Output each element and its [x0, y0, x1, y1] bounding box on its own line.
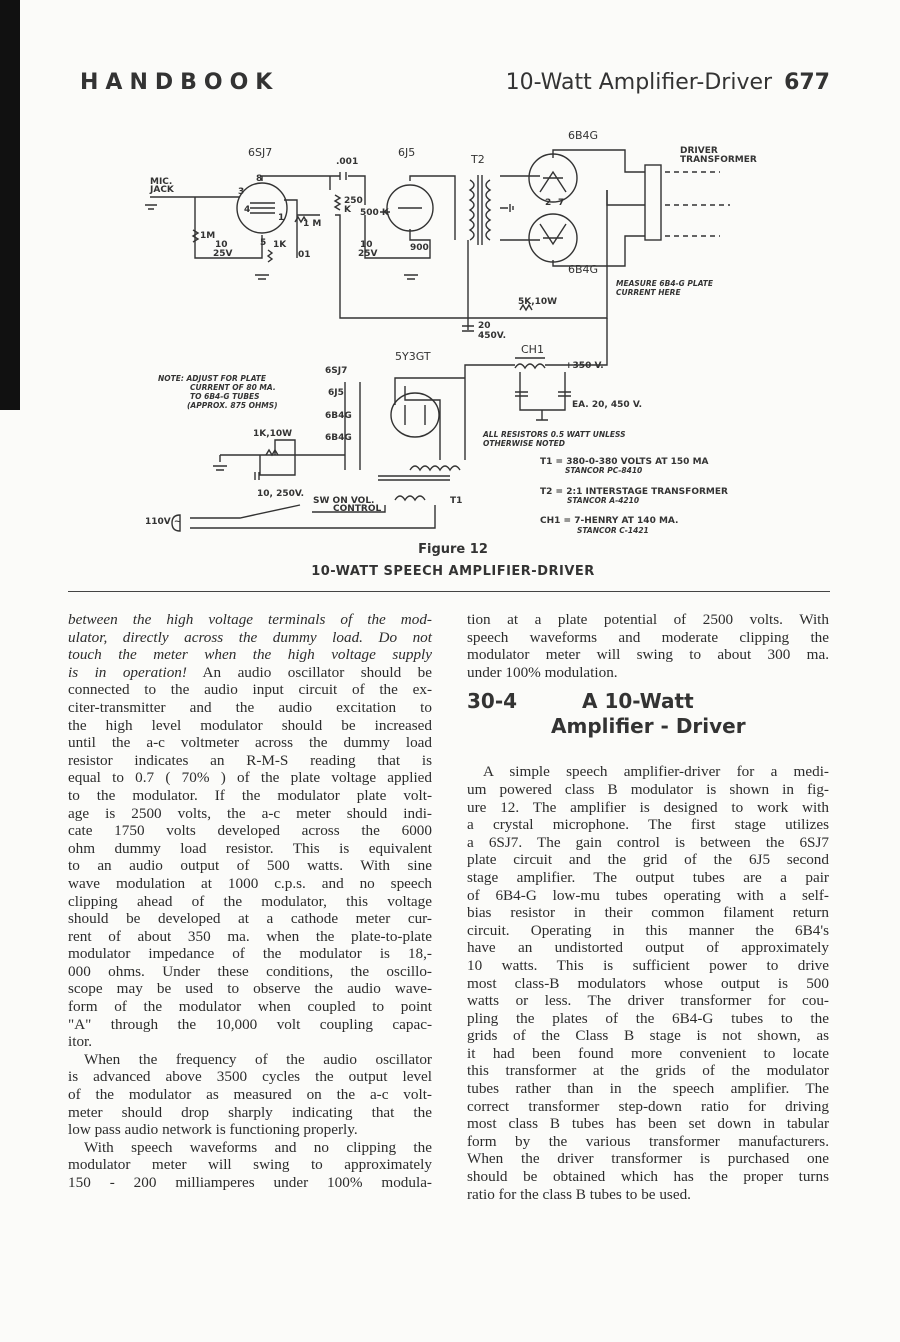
italic-text: touch the meter when the high voltage supply: [68, 646, 432, 664]
label-fil-6b4g-a: 6B4G: [325, 411, 352, 421]
label-10: 10: [215, 240, 228, 250]
text-line: [68, 664, 432, 682]
text-line: [68, 646, 432, 664]
body-text: modulator meter will swing to about 300 ma.: [467, 646, 829, 664]
label-10-b: 10: [360, 240, 373, 250]
label-250k: K: [344, 205, 351, 215]
label-t1: T1: [450, 496, 463, 506]
body-text: clipping ahead of the modulator, this voltage: [68, 892, 432, 910]
text-line: [467, 887, 829, 905]
italic-text: ulator, directly across the dummy load. Do not: [68, 628, 432, 646]
body-text: rent of about 350 ma. when the plate-to-plate: [68, 927, 432, 945]
text-line: [68, 717, 432, 735]
text-line: [467, 1027, 829, 1045]
label-fil-6j5: 6J5: [328, 388, 344, 398]
legend-t1: T1 = 380-0-380 VOLTS AT 150 MA: [540, 457, 709, 467]
right-column-intro: [467, 611, 829, 681]
right-column: [467, 611, 829, 1203]
label-fil-6sj7: 6SJ7: [325, 366, 348, 376]
driver-transformer-terminal-block: [645, 165, 661, 240]
body-text: meter should drop sharply indicating that the: [68, 1103, 432, 1121]
text-line: [467, 957, 829, 975]
label-driver: DRIVER: [680, 146, 718, 156]
schematic-figure: [0, 0, 900, 600]
body-text: a crystal microphone. The first stage utilizes: [467, 816, 829, 834]
label-25v: 25V: [213, 249, 233, 259]
text-line: [467, 834, 829, 852]
pin-4: 4: [244, 205, 251, 215]
text-line: [68, 629, 432, 647]
body-text: modulator meter will swing to approximately: [68, 1156, 432, 1174]
pin-2: 2: [545, 198, 552, 208]
body-text: ure 12. The amplifier is designed to work with: [467, 798, 829, 816]
text-line: [467, 1150, 829, 1168]
label-500k: 500 K: [360, 208, 389, 218]
label-1m: 1M: [200, 231, 216, 241]
label-6sj7: 6SJ7: [248, 146, 273, 159]
label-current-here: CURRENT HERE: [616, 288, 681, 297]
body-text: 10 watts. This is sufficient power to drive: [467, 956, 829, 974]
body-text: most class-B modulators whose output is 500: [467, 974, 829, 992]
label-1k10w: 1K,10W: [253, 429, 293, 439]
body-text: An audio oscillator should be: [186, 663, 432, 681]
transformer-t1-symbol: [395, 466, 460, 500]
text-line: [68, 752, 432, 770]
body-text: A simple speech amplifier-driver for a medi-: [483, 763, 829, 781]
text-line: [467, 1186, 829, 1204]
text-line: [68, 769, 432, 787]
body-text: itor.: [68, 1033, 93, 1051]
figure-caption: 10-WATT SPEECH AMPLIFIER-DRIVER: [311, 564, 595, 579]
body-text: of 6B4-G low-mu tubes operating with a self-: [467, 886, 829, 904]
body-text: ohm dummy load resistor. This is equivalent: [68, 839, 432, 857]
body-text: plate circuit and the grid of the 6J5 second: [467, 851, 829, 869]
body-text: low pass audio network is functioning properly.: [68, 1121, 358, 1139]
text-line: [68, 681, 432, 699]
text-line: [68, 1068, 432, 1086]
text-line: [68, 699, 432, 717]
body-text: tion at a plate potential of 2500 volts. With: [467, 611, 829, 628]
driver-transformer-leads: [665, 172, 730, 236]
body-text: equal to 0.7 ( 70% ) of the plate voltage applied: [68, 769, 432, 787]
pin-8: 8: [256, 174, 263, 184]
label-ch1: CH1: [521, 343, 544, 356]
body-text: cate 1750 volts developed across the 6000: [68, 822, 432, 840]
body-text: grids of the Class B stage is not shown, as: [467, 1027, 829, 1045]
text-line: [467, 1098, 829, 1116]
text-line: [467, 1010, 829, 1028]
text-line: [467, 1168, 829, 1186]
label-fil-6b4g-b: 6B4G: [325, 433, 352, 443]
label-1k: 1K: [273, 240, 287, 250]
legend-t2: T2 = 2:1 INTERSTAGE TRANSFORMER: [540, 487, 728, 497]
label-6j5: 6J5: [398, 146, 416, 159]
text-line: [68, 1033, 432, 1051]
label-250: 250: [344, 196, 363, 206]
body-text: the high level modulator should be increased: [68, 716, 432, 734]
body-text: should be developed at a cathode meter cur-: [68, 910, 432, 928]
text-line: [467, 939, 829, 957]
text-line: [68, 857, 432, 875]
text-line: [68, 1174, 432, 1192]
body-text: this transformer at the grids of the modulator: [467, 1062, 829, 1080]
text-line: [68, 875, 432, 893]
text-line: [467, 646, 829, 664]
text-line: [68, 893, 432, 911]
text-line: [68, 928, 432, 946]
body-text: citer-transmitter and the audio excitation to: [68, 698, 432, 716]
body-text: of the modulator as measured on the a-c volt-: [68, 1086, 432, 1104]
text-line: [467, 1080, 829, 1098]
label-5y3gt: 5Y3GT: [395, 350, 431, 363]
legend-t2-part: STANCOR A-4210: [567, 496, 640, 505]
text-line: [467, 975, 829, 993]
body-text: um powered class B modulator is shown in fig-: [467, 780, 829, 798]
chapter-title: 10-Watt Amplifier-Driver: [505, 70, 773, 95]
body-text: 150 - 200 milliamperes under 100% modula-: [68, 1174, 432, 1191]
section-title-line-1: A 10-Watt: [582, 689, 694, 714]
text-line: [68, 980, 432, 998]
legend-ch1-part: STANCOR C-1421: [577, 526, 649, 535]
text-line: [68, 910, 432, 928]
label-jack: JACK: [150, 185, 174, 195]
text-line: [467, 869, 829, 887]
label-001: .001: [336, 157, 359, 167]
body-text: resistor indicates an R-M-S reading that is: [68, 751, 432, 769]
text-line: [68, 822, 432, 840]
text-line: [467, 799, 829, 817]
text-line: [68, 945, 432, 963]
label-1m-b: 1 M: [303, 219, 322, 229]
italic-text: is in operation!: [68, 663, 187, 681]
italic-text: between the high voltage terminals of the mod-: [68, 611, 432, 628]
pin-7: 7: [558, 198, 565, 208]
text-line: [467, 992, 829, 1010]
label-plus350v: +350 V.: [565, 361, 604, 371]
text-line: [68, 963, 432, 981]
figure-divider: [68, 591, 830, 592]
text-line: [68, 787, 432, 805]
body-text: a 6SJ7. The gain control is between the 6SJ7: [467, 833, 829, 851]
label-all-resistors: ALL RESISTORS 0.5 WATT UNLESS: [483, 430, 626, 439]
text-line: [467, 781, 829, 799]
text-line: [68, 1104, 432, 1122]
label-otherwise-noted: OTHERWISE NOTED: [483, 439, 565, 448]
body-text: stage amplifier. The output tubes are a pair: [467, 868, 829, 886]
legend-t1-part: STANCOR PC-8410: [565, 466, 643, 475]
body-text: scope may be used to observe the audio wave-: [68, 980, 432, 998]
body-text: under 100% modulation.: [467, 663, 618, 681]
body-text: circuit. Operating in this manner the 6B4's: [467, 921, 829, 939]
right-column-body: [467, 763, 829, 1203]
legend-ch1: CH1 = 7-HENRY AT 140 MA.: [540, 516, 679, 526]
running-head-left: HANDBOOK: [80, 70, 280, 95]
text-line: [68, 611, 432, 629]
body-text: most class B tubes has been set down in tabular: [467, 1115, 829, 1133]
label-measure: MEASURE 6B4-G PLATE: [616, 279, 714, 288]
body-text: When the frequency of the audio oscillator: [84, 1050, 432, 1068]
text-line: [68, 1156, 432, 1174]
text-line: [467, 1062, 829, 1080]
body-text: watts or less. The driver transformer for cou-: [467, 992, 829, 1010]
text-line: [467, 922, 829, 940]
label-transformer: TRANSFORMER: [680, 155, 757, 165]
text-line: [68, 1121, 432, 1139]
body-text: ratio for the class B tubes to be used.: [467, 1185, 691, 1203]
text-line: [467, 763, 829, 781]
text-line: [467, 629, 829, 647]
body-text: wave modulation at 1000 c.p.s. and no speech: [68, 874, 432, 892]
label-6b4g-bottom: 6B4G: [568, 263, 599, 276]
text-line: [68, 805, 432, 823]
text-line: [467, 904, 829, 922]
body-text: With speech waveforms and no clipping the: [84, 1138, 432, 1156]
label-control: CONTROL: [333, 504, 382, 514]
label-mic: MIC.: [150, 177, 173, 187]
transformer-t2-symbol: [470, 175, 490, 245]
text-line: [68, 1051, 432, 1069]
label-5k10w: 5K,10W: [518, 297, 558, 307]
body-text: form of the modulator when coupled to point: [68, 998, 432, 1016]
body-text: to an audio output of 500 watts. With sine: [68, 857, 432, 875]
left-column: [68, 611, 432, 1192]
text-line: [68, 998, 432, 1016]
note-line-3: TO 6B4-G TUBES: [190, 392, 260, 401]
label-t2: T2: [471, 153, 485, 166]
label-sw-on-vol: SW ON VOL.: [313, 496, 375, 506]
pin-5: 5: [260, 238, 267, 248]
body-text: 000 ohms. Under these conditions, the oscillo-: [68, 962, 432, 980]
body-text: tubes rather than in the speech amplifier. The: [467, 1080, 829, 1098]
body-text: connected to the audio input circuit of the ex-: [68, 681, 432, 699]
body-text: have an undistorted output of approximately: [467, 939, 829, 957]
pin-1: 1: [278, 213, 285, 223]
body-text: until the a-c voltmeter across the dummy load: [68, 734, 432, 752]
section-heading: [467, 689, 829, 751]
text-line: [68, 1086, 432, 1104]
body-text: it had been found more convenient to locate: [467, 1044, 829, 1062]
body-text: to the modulator. If the modulator plate volt-: [68, 786, 432, 804]
label-900: 900: [410, 243, 429, 253]
note-line-2: CURRENT OF 80 MA.: [190, 383, 276, 392]
choke-ch1-symbol: [515, 358, 545, 368]
text-line: [467, 664, 829, 682]
text-line: [467, 1115, 829, 1133]
body-text: speech waveforms and moderate clipping the: [467, 628, 829, 646]
label-01: 01: [298, 250, 311, 260]
label-6b4g-top: 6B4G: [568, 129, 599, 142]
note-line-4: (APPROX. 875 OHMS): [187, 401, 278, 410]
text-line: [467, 611, 829, 629]
body-text: bias resistor in their common filament return: [467, 904, 829, 922]
text-line: [467, 1133, 829, 1151]
text-line: [467, 1045, 829, 1063]
body-text: correct transformer step-down ratio for driving: [467, 1097, 829, 1115]
pin-3: 3: [238, 187, 245, 197]
label-450v: 450V.: [478, 331, 507, 341]
section-title-line-2: Amplifier - Driver: [551, 714, 746, 739]
label-110v: 110V ~: [145, 517, 182, 527]
text-line: [68, 1016, 432, 1034]
text-line: [68, 840, 432, 858]
body-text: "A" through the 10,000 volt coupling capac-: [68, 1015, 432, 1033]
body-text: pling the plates of the 6B4-G tubes to the: [467, 1009, 829, 1027]
label-25v-b: 25V: [358, 249, 378, 259]
body-text: form by the various transformer manufacturers.: [467, 1132, 829, 1150]
body-text: age is 2500 volts, the a-c meter should indi-: [68, 804, 432, 822]
figure-number: Figure 12: [418, 542, 488, 557]
body-text: should be obtained which has the proper turns: [467, 1168, 829, 1186]
label-10-250v: 10, 250V.: [257, 489, 305, 499]
section-number: 30-4: [467, 689, 518, 714]
label-20: 20: [478, 321, 491, 331]
note-line-1: NOTE: ADJUST FOR PLATE: [158, 374, 267, 383]
text-line: [68, 734, 432, 752]
page-number: 677: [784, 70, 830, 95]
body-text: modulator impedance of the modulator is 18,-: [68, 945, 432, 963]
text-line: [68, 1139, 432, 1157]
body-text: is advanced above 3500 cycles the output level: [68, 1068, 432, 1086]
text-line: [467, 851, 829, 869]
body-text: When the driver transformer is purchased one: [467, 1150, 829, 1168]
text-line: [467, 816, 829, 834]
label-ea-20-450v: EA. 20, 450 V.: [572, 400, 643, 410]
